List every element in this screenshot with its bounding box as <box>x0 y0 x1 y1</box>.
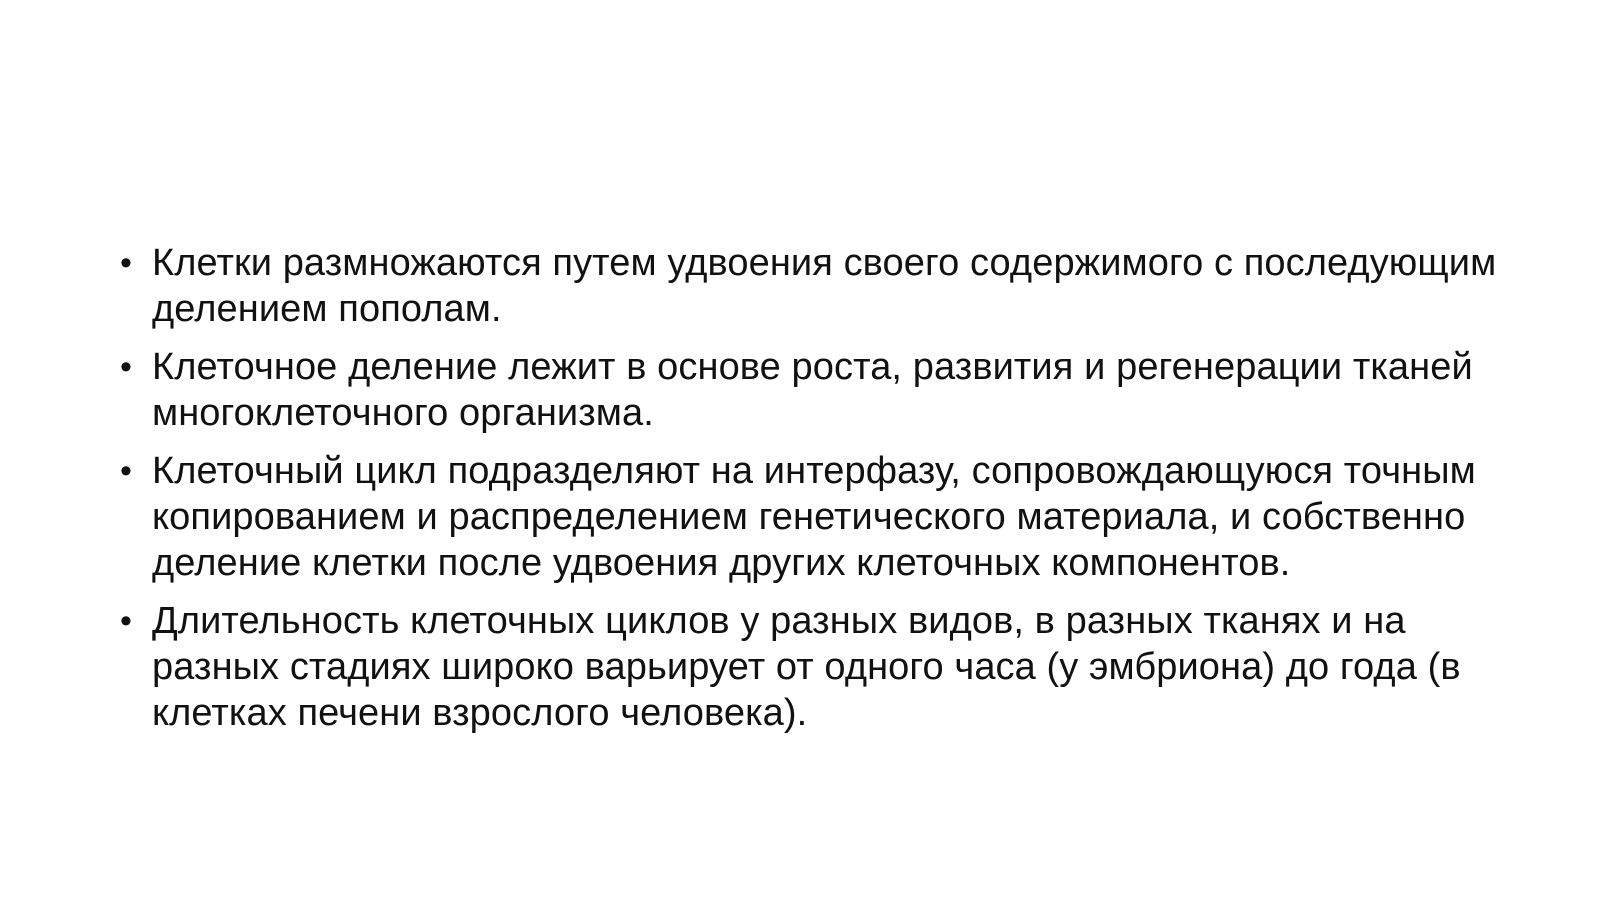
bullet-text: Клеточное деление лежит в основе роста, развития и регенерации тканей многоклеточного организма. <box>152 346 1473 434</box>
bullet-text: Клеточный цикл подразделяют на интерфазу, сопровождающуюся точным копированием и распределением генетического материала, и собственно деление клетки после удвоения других клеточных компонентов. <box>152 450 1476 584</box>
bullet-marker: • <box>120 244 133 282</box>
bullet-text: Клетки размножаются путем удвоения своего содержимого с последующим делением пополам. <box>152 242 1497 330</box>
bullet-item-1 <box>120 240 1500 332</box>
bullet-marker: • <box>120 452 133 490</box>
bullet-item-2 <box>120 344 1500 436</box>
bullet-item-3 <box>120 448 1500 586</box>
bullet-list <box>120 240 1500 748</box>
bullet-text: Длительность клеточных циклов у разных видов, в разных тканях и на разных стадиях широко варьирует от одного часа (у эмбриона) до года (в клетках печени взрослого человека). <box>152 600 1461 734</box>
bullet-item-4 <box>120 598 1500 736</box>
bullet-marker: • <box>120 602 133 640</box>
bullet-marker: • <box>120 348 133 386</box>
